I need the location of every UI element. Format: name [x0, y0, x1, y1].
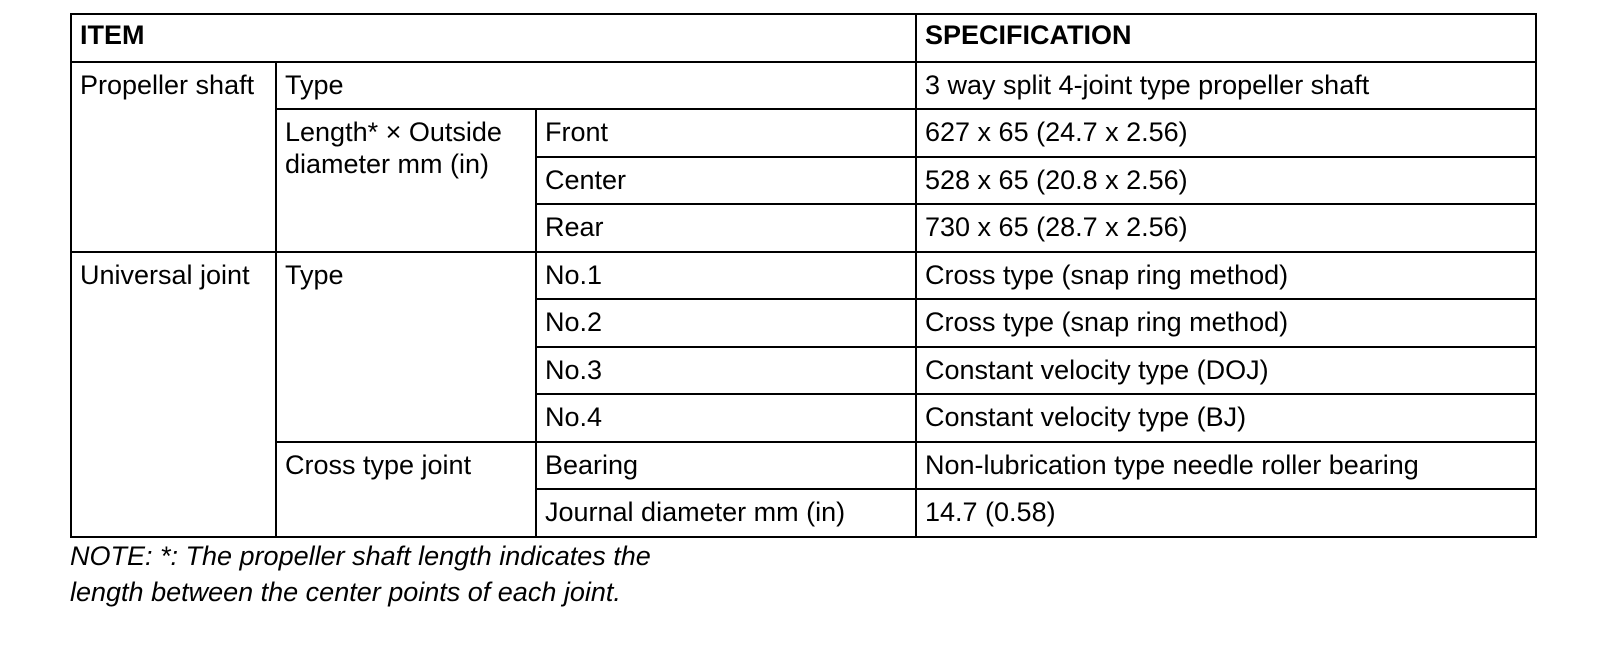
- specification-table: [70, 13, 1537, 538]
- journal-diameter-value: 14.7 (0.58): [916, 489, 1536, 537]
- joint-no1-value: Cross type (snap ring method): [916, 252, 1536, 300]
- joint-no2-label: No.2: [536, 299, 916, 347]
- propeller-type-value: 3 way split 4-joint type propeller shaft: [916, 62, 1536, 110]
- bearing-value: Non-lubrication type needle roller bearing: [916, 442, 1536, 490]
- length-diameter-label: Length* × Outside diameter mm (in): [276, 109, 536, 252]
- footnote-line-1: NOTE: *: The propeller shaft length indicates the: [70, 541, 651, 571]
- table-row: [71, 62, 1536, 110]
- table-row: [71, 442, 1536, 490]
- position-front-label: Front: [536, 109, 916, 157]
- footnote: [70, 538, 830, 610]
- cross-type-joint-label: Cross type joint: [276, 442, 536, 537]
- table-header-row: [71, 14, 1536, 62]
- universal-joint-label: Universal joint: [71, 252, 276, 537]
- joint-no1-label: No.1: [536, 252, 916, 300]
- bearing-label: Bearing: [536, 442, 916, 490]
- table-row: [71, 109, 1536, 157]
- item-header: ITEM: [71, 14, 916, 62]
- position-rear-value: 730 x 65 (28.7 x 2.56): [916, 204, 1536, 252]
- universal-type-label: Type: [276, 252, 536, 442]
- position-center-value: 528 x 65 (20.8 x 2.56): [916, 157, 1536, 205]
- propeller-shaft-label: Propeller shaft: [71, 62, 276, 252]
- position-center-label: Center: [536, 157, 916, 205]
- table-row: [71, 252, 1536, 300]
- specification-header: SPECIFICATION: [916, 14, 1536, 62]
- position-rear-label: Rear: [536, 204, 916, 252]
- joint-no3-label: No.3: [536, 347, 916, 395]
- joint-no3-value: Constant velocity type (DOJ): [916, 347, 1536, 395]
- joint-no4-value: Constant velocity type (BJ): [916, 394, 1536, 442]
- joint-no2-value: Cross type (snap ring method): [916, 299, 1536, 347]
- position-front-value: 627 x 65 (24.7 x 2.56): [916, 109, 1536, 157]
- joint-no4-label: No.4: [536, 394, 916, 442]
- propeller-type-label: Type: [276, 62, 916, 110]
- journal-diameter-label: Journal diameter mm (in): [536, 489, 916, 537]
- footnote-line-2: length between the center points of each joint.: [70, 577, 621, 607]
